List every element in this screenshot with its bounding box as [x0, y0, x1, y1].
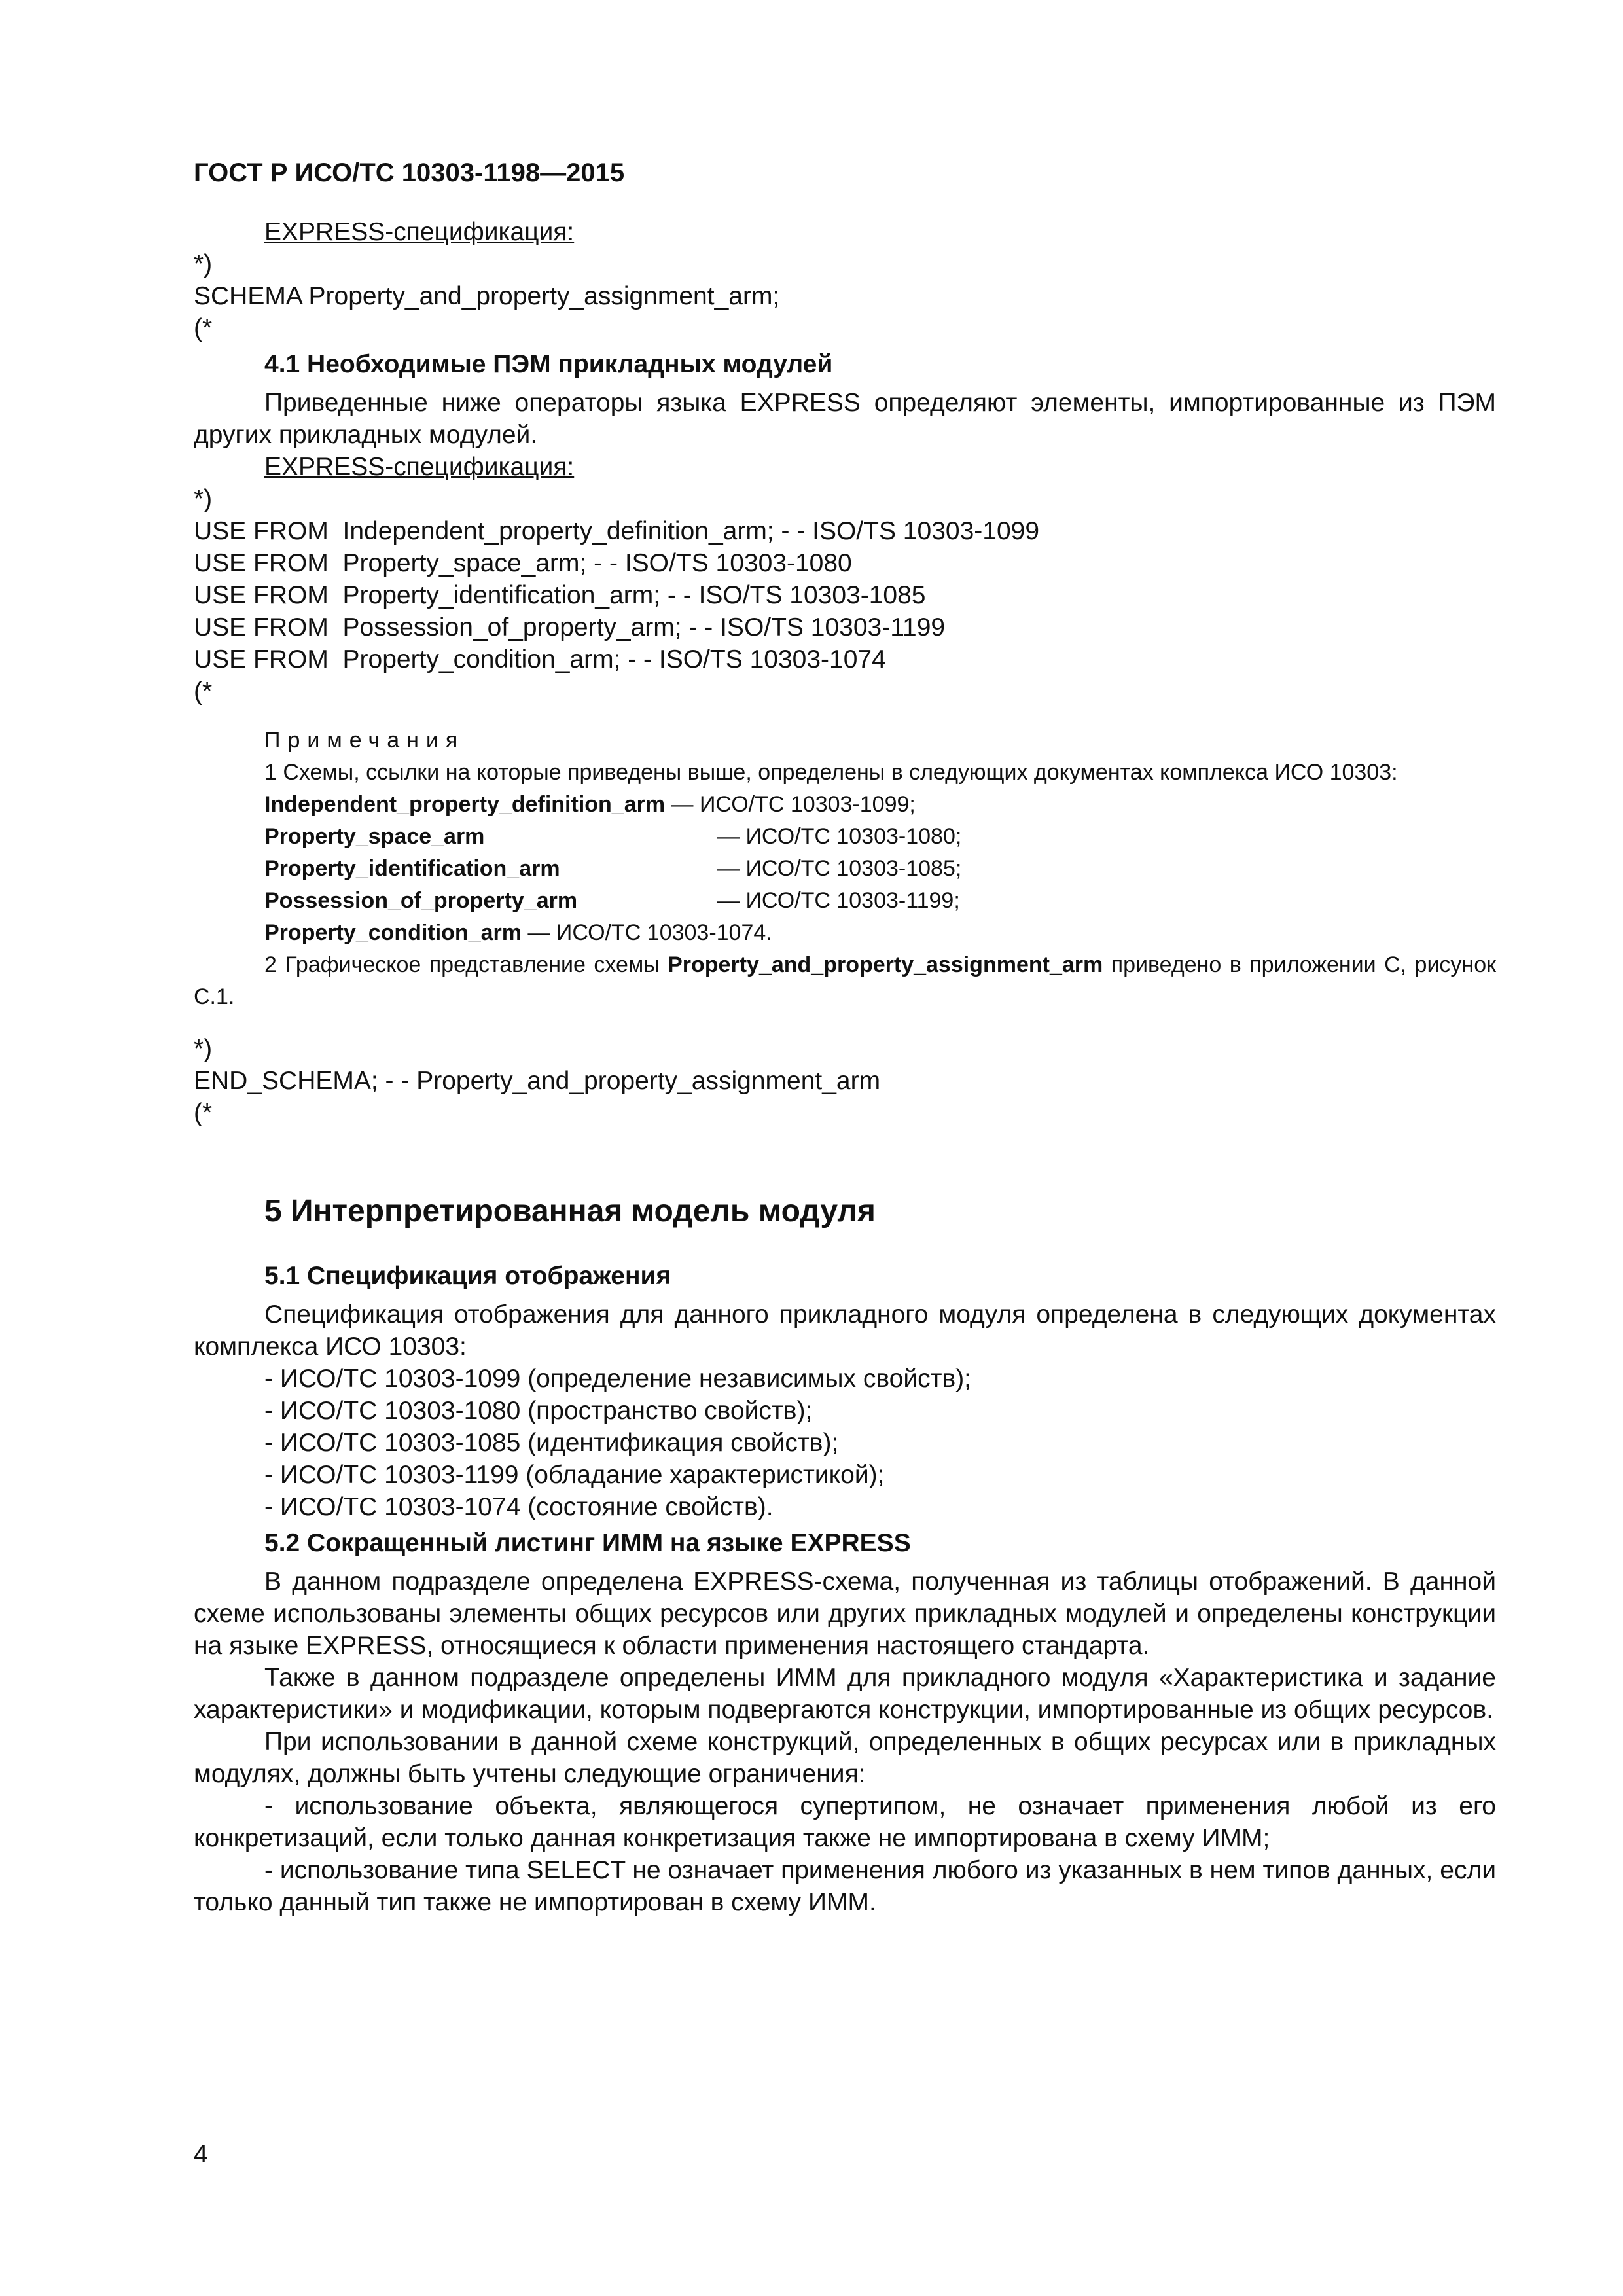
- end-schema-declaration: END_SCHEMA; - - Property_and_property_assignment_arm: [194, 1067, 881, 1095]
- list-item: - ИСО/ТС 10303-1080 (пространство свойств);: [264, 1397, 813, 1425]
- note-ref-doc: — ИСО/ТС 10303-1074.: [521, 920, 772, 945]
- express-spec-label-2-text: EXPRESS-спецификация:: [264, 453, 575, 481]
- use-from-line: USE FROM Property_condition_arm; - - ISO/TS 10303-1074: [194, 645, 886, 673]
- note-ref-name: Property_condition_arm: [264, 920, 522, 945]
- note-ref-name: Property_space_arm: [264, 824, 485, 849]
- list-item: - ИСО/ТС 10303-1074 (состояние свойств).: [264, 1493, 774, 1521]
- note-1-intro: 1 Схемы, ссылки на которые приведены выше, определены в следующих документах комплекса ИСО 10303:: [264, 760, 1398, 785]
- note-ref-row: [194, 789, 1496, 821]
- section-5-2-paragraph-1: В данном подразделе определена EXPRESS-схема, полученная из таблицы отображений. В данной схеме использованы элементы общих ресурсов или других прикладных модулей и определены конструкции на языке EXPRESS, относящиеся к области применения настоящего стандарта.: [194, 1568, 1496, 1660]
- note-ref-doc: — ИСО/ТС 10303-1080;: [717, 824, 962, 849]
- notes-block: [194, 725, 1496, 1013]
- comment-open-marker-3: (*: [194, 1099, 213, 1127]
- section-5-2-paragraph-2: Также в данном подразделе определены ИММ для прикладного модуля «Характеристика и задание характеристики» и модификации, которым подвергаются конструкции, импортированные из общих ресурсов.: [194, 1664, 1496, 1724]
- use-from-line: USE FROM Property_identification_arm; - - ISO/TS 10303-1085: [194, 581, 926, 609]
- note-2-suffix: приведено в приложении С, рисунок С.1.: [194, 952, 1496, 1009]
- use-from-line: USE FROM Independent_property_definition_arm; - - ISO/TS 10303-1099: [194, 517, 1040, 545]
- note-ref-doc: — ИСО/ТС 10303-1199;: [717, 888, 960, 913]
- comment-open-marker: (*: [194, 314, 213, 342]
- note-ref-doc: — ИСО/ТС 10303-1099;: [665, 792, 916, 817]
- note-ref-doc: — ИСО/ТС 10303-1085;: [717, 856, 962, 881]
- list-item: - ИСО/ТС 10303-1085 (идентификация свойств);: [264, 1429, 839, 1457]
- section-5-heading: 5 Интерпретированная модель модуля: [264, 1194, 876, 1229]
- note-ref-row: [194, 821, 1496, 853]
- note-ref-row: [194, 853, 1496, 885]
- note-2: [194, 949, 1496, 1013]
- section-5-1-heading: 5.1 Спецификация отображения: [264, 1262, 671, 1290]
- page-content: [194, 157, 1496, 1918]
- comment-close-marker-2: *): [194, 485, 213, 513]
- list-item: - ИСО/ТС 10303-1099 (определение независимых свойств);: [264, 1365, 972, 1393]
- section-5-2-paragraph-3: При использовании в данной схеме конструкций, определенных в общих ресурсах или в прикладных модулях, должны быть учтены следующие ограничения:: [194, 1728, 1496, 1788]
- note-ref-name: Property_identification_arm: [264, 856, 560, 881]
- note-ref-row: [194, 885, 1496, 917]
- section-4-1-heading: 4.1 Необходимые ПЭМ прикладных модулей: [264, 350, 833, 378]
- section-5-2-heading: 5.2 Сокращенный листинг ИММ на языке EXPRESS: [264, 1529, 911, 1557]
- notes-heading: Примечания: [264, 728, 465, 753]
- list-item: - ИСО/ТС 10303-1199 (обладание характеристикой);: [264, 1461, 885, 1489]
- comment-close-marker-3: *): [194, 1035, 213, 1063]
- running-header: ГОСТ Р ИСО/ТС 10303-1198—2015: [194, 158, 625, 187]
- use-from-line: USE FROM Possession_of_property_arm; - - ISO/TS 10303-1199: [194, 613, 946, 641]
- use-from-line: USE FROM Property_space_arm; - - ISO/TS 10303-1080: [194, 549, 852, 577]
- section-5-1-paragraph: Спецификация отображения для данного прикладного модуля определена в следующих документах комплекса ИСО 10303:: [194, 1300, 1496, 1361]
- comment-open-marker-2: (*: [194, 677, 213, 706]
- page-number: 4: [194, 2140, 208, 2168]
- comment-close-marker: *): [194, 250, 213, 278]
- express-spec-label-text: EXPRESS-спецификация:: [264, 218, 575, 246]
- end-schema-block: [194, 1033, 1496, 1129]
- express-spec-label: [194, 216, 1496, 248]
- note-ref-row: [194, 917, 1496, 949]
- section-4-1-paragraph: Приведенные ниже операторы языка EXPRESS определяют элементы, импортированные из ПЭМ других прикладных модулей.: [194, 389, 1496, 449]
- schema-declaration: SCHEMA Property_and_property_assignment_arm;: [194, 282, 780, 310]
- section-5-2-paragraph-5: - использование типа SELECT не означает применения любого из указанных в нем типов данных, если только данный тип также не импортирован в схему ИММ.: [194, 1856, 1496, 1916]
- section-5-2-paragraph-4: - использование объекта, являющегося супертипом, не означает применения любой из его конкретизаций, если только данная конкретизация также не импортирована в схему ИММ;: [194, 1792, 1496, 1852]
- note-2-schema-name: Property_and_property_assignment_arm: [668, 952, 1103, 977]
- express-spec-label-2: [194, 451, 1496, 483]
- note-ref-name: Possession_of_property_arm: [264, 888, 578, 913]
- note-ref-name: Independent_property_definition_arm: [264, 792, 666, 817]
- note-2-prefix: 2 Графическое представление схемы: [264, 952, 668, 977]
